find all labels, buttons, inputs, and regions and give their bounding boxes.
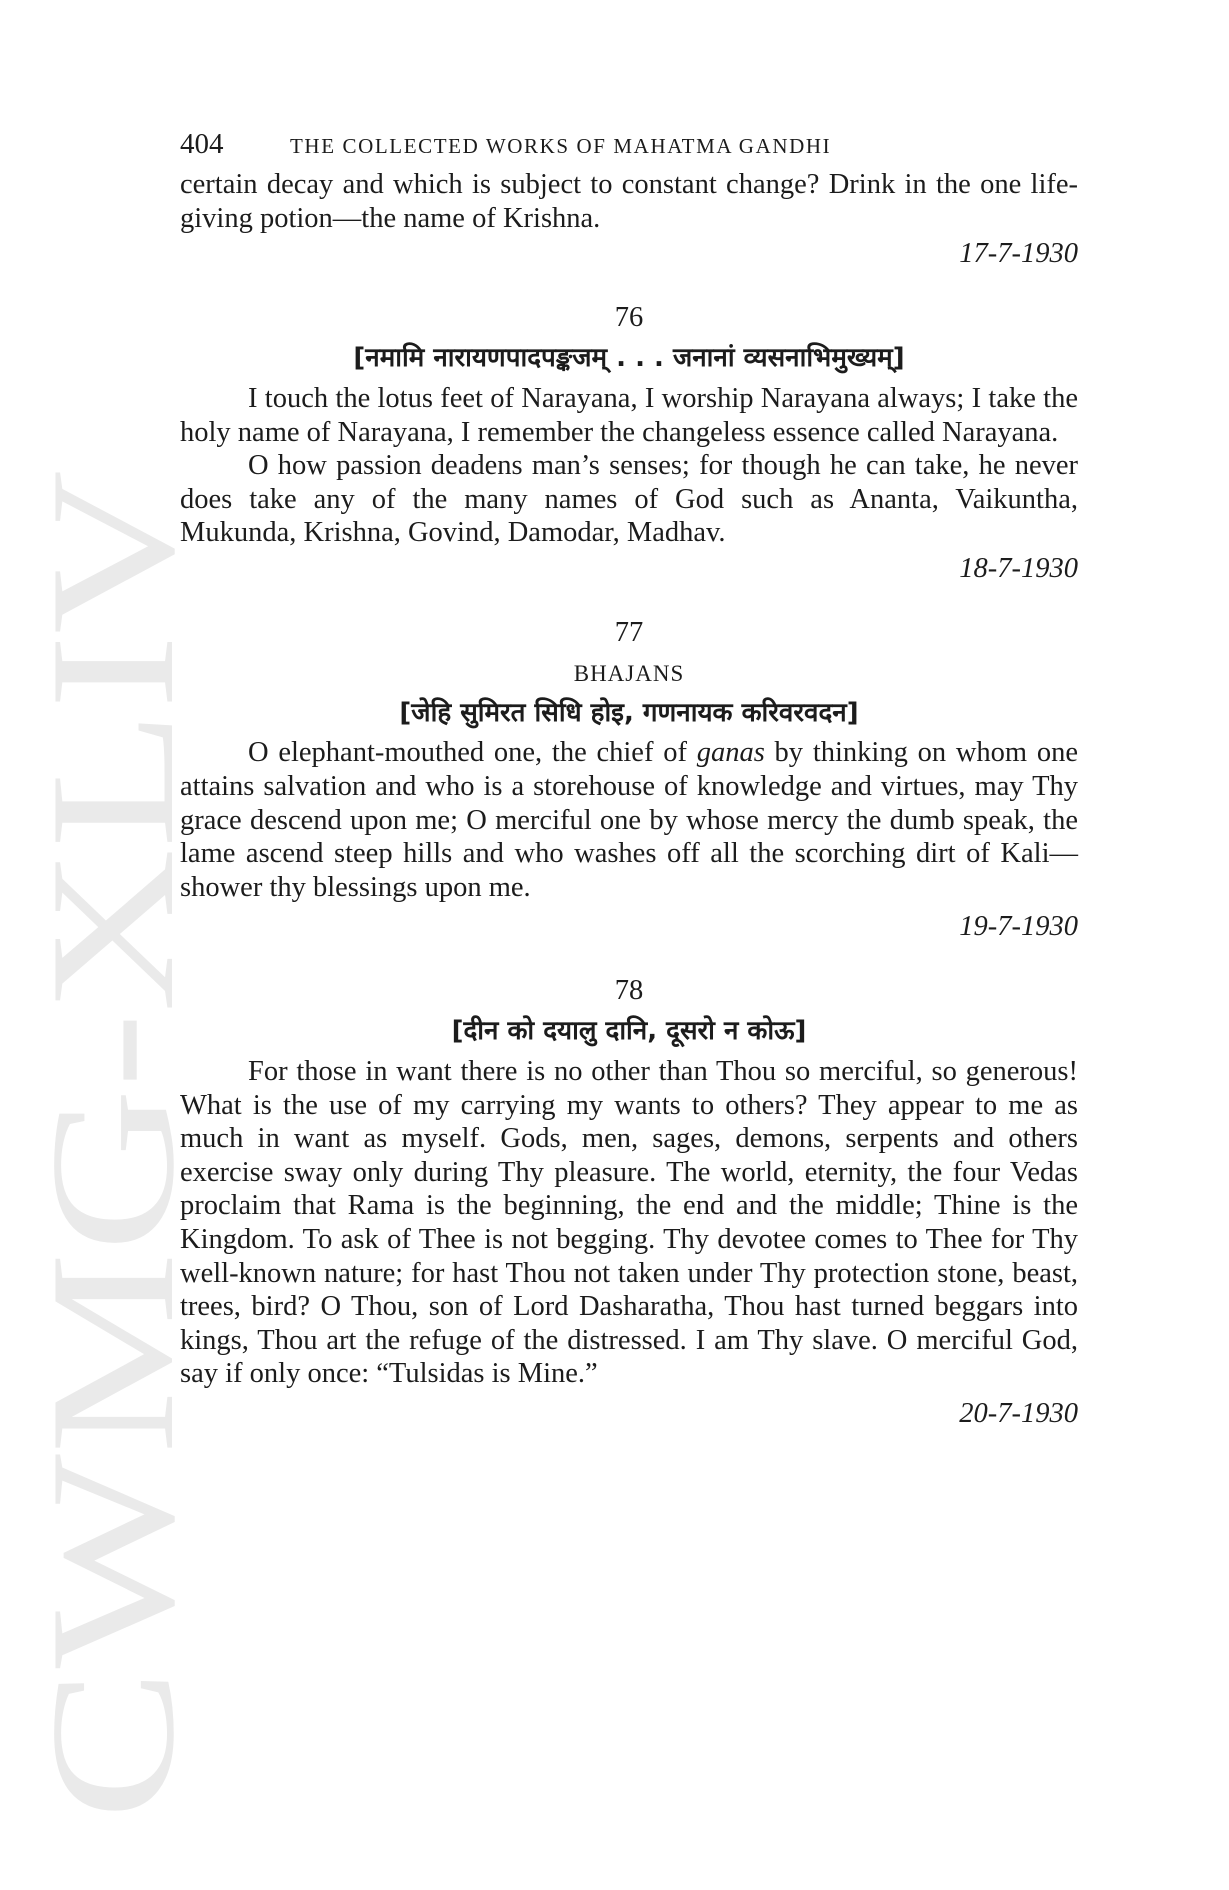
book-title: THE COLLECTED WORKS OF MAHATMA GANDHI [290, 134, 832, 158]
section-76-paragraph-1: I touch the lotus feet of Narayana, I worship Narayana always; I take the holy name of Narayana, I remember the changeless essence called Narayana. [180, 382, 1078, 448]
section-77-number: 77 [614, 616, 644, 648]
intro-date: 17-7-1930 [959, 238, 1078, 270]
page-number: 404 [180, 128, 224, 160]
section-77-italic-term: ganas [696, 737, 765, 769]
section-78-number: 78 [614, 974, 644, 1006]
running-head [180, 128, 1078, 168]
section-77-text-before: O elephant-mouthed one, the chief of [248, 737, 697, 769]
section-78-devanagari: [दीन को दयालु दानि, दूसरो न कोऊ] [451, 1016, 807, 1047]
section-76-number: 76 [614, 301, 644, 333]
section-77-text-after: by thinking on whom one attains salvation and who is a storehouse of knowledge and virtues, may Thy grace descend upon me; O merciful one by whose mercy the dumb speak, the lame ascend steep hills and who washes off all the scorching dirt of Kali—shower thy blessings upon me. [180, 737, 1079, 903]
section-78-paragraph: For those in want there is no other than Thou so merciful, so generous! What is the use of my carrying my wants to others? They appear to me as much in want as myself. Gods, men, sages, demons, serpents and others exercise sway only during Thy pleasure. The world, eternity, the four Vedas proclaim that Rama is the beginning, the end and the middle; Thine is the Kingdom. To ask of Thee is not begging. Thy devotee comes to Thee for Thy well-known nature; for hast Thou not taken under Thy protection stone, beast, trees, bird? O Thou, son of Lord Dasharatha, Thou hast turned beggars into kings, Thou art the refuge of the distressed. I am Thy slave. O merciful God, say if only once: “Tulsidas is Mine.” [180, 1056, 1078, 1390]
section-78-date: 20-7-1930 [959, 1398, 1078, 1429]
page-content [180, 128, 1078, 1431]
section-77-paragraph [180, 736, 1078, 904]
intro-paragraph: certain decay and which is subject to constant change? Drink in the one life-giving potion—the name of Krishna. [180, 169, 1078, 234]
section-77-date: 19-7-1930 [959, 911, 1078, 943]
section-76-date: 18-7-1930 [959, 552, 1078, 584]
section-77-devanagari: [जेहि सुमिरत सिधि होइ, गणनायक करिवरवदन] [399, 697, 859, 728]
section-77-subtitle: BHAJANS [573, 661, 685, 687]
watermark-text: CWMG-XLIV [13, 762, 211, 1820]
section-76-paragraph-2: O how passion deadens man’s senses; for though he can take, he never does take any of the many names of God such as Ananta, Vaikuntha, Mukunda, Krishna, Govind, Damodar, Madhav. [180, 450, 1078, 549]
section-76-devanagari: [नमामि नारायणपादपङ्कजम् . . . जनानां व्यसनाभिमुख्यम्] [353, 343, 905, 374]
